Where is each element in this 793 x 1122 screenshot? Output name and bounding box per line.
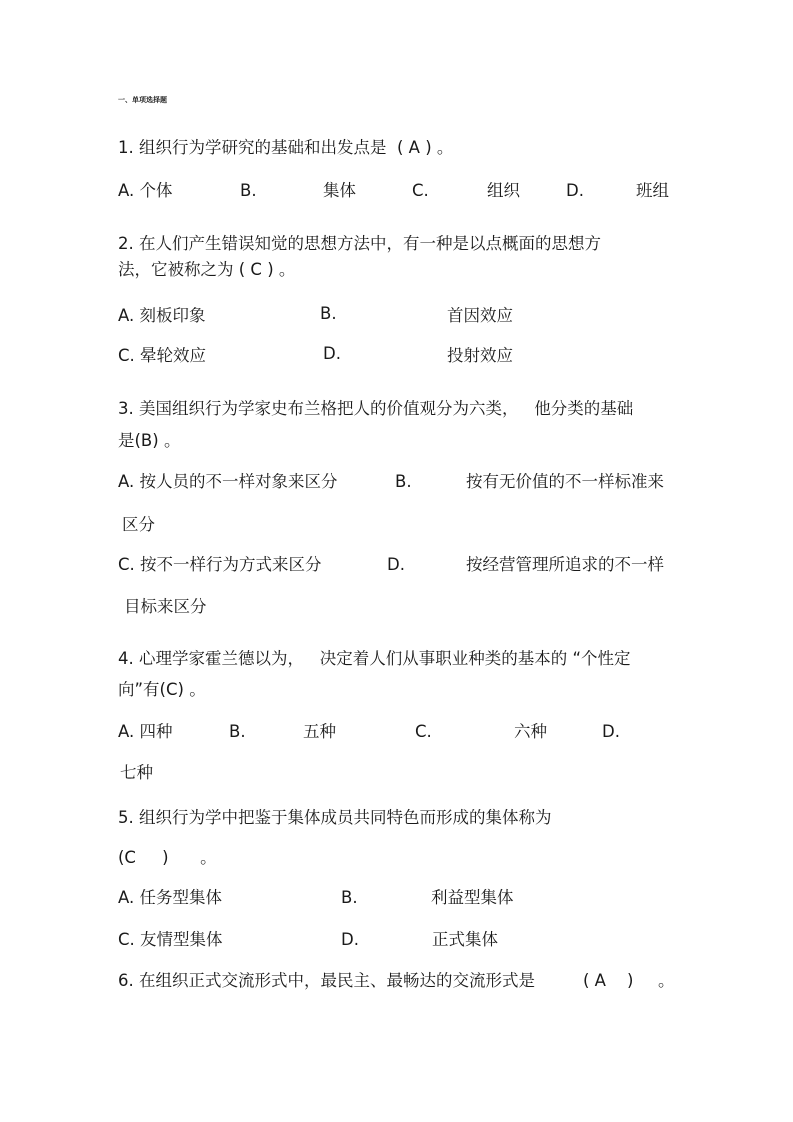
question-3-line-2: 是(B) 。 (118, 431, 181, 450)
q1-option-d-text: 班组 (636, 181, 669, 200)
section-heading: 一、单项选择题 (118, 96, 167, 104)
q4-option-d-label: D. (602, 722, 620, 741)
q1-option-b-text: 集体 (323, 181, 356, 200)
q4-option-c-label: C. (415, 722, 432, 741)
q2-option-b-text: 首因效应 (447, 306, 513, 325)
question-3-line-1: 3. 美国组织行为学家史布兰格把人的价值观分为六类， 他分类的基础 (118, 399, 634, 418)
question-2-line-1: 2. 在人们产生错误知觉的思想方法中，有一种是以点概面的思想方 (118, 234, 601, 253)
q3-option-b-text: 按有无价值的不一样标准来 (466, 472, 664, 491)
q1-option-d-label: D. (566, 181, 584, 200)
q3-option-b-text-cont: 区分 (122, 515, 155, 534)
q2-option-b-label: B. (320, 304, 337, 323)
q1-option-b-label: B. (240, 181, 257, 200)
question-2-line-2: 法，它被称之为 ( C ) 。 (118, 260, 296, 279)
q3-option-c: C. 按不一样行为方式来区分 (118, 555, 322, 574)
q4-option-d-text: 七种 (120, 763, 153, 782)
q3-option-d-text-cont: 目标来区分 (124, 597, 207, 616)
q4-option-c-text: 六种 (514, 722, 547, 741)
question-4-line-2: 向”有(C) 。 (118, 680, 206, 699)
q5-option-a: A. 任务型集体 (118, 888, 222, 907)
q3-option-b-label: B. (395, 472, 412, 491)
question-6-answer: ( A ) (583, 971, 634, 990)
q5-option-d-label: D. (341, 930, 359, 949)
q4-option-a: A. 四种 (118, 722, 173, 741)
q2-option-c: C. 晕轮效应 (118, 346, 207, 365)
q4-option-b-text: 五种 (303, 722, 336, 741)
question-4-line-1: 4. 心理学家霍兰德以为， 决定着人们从事职业种类的基本的 “个性定 (118, 649, 631, 668)
q2-option-d-text: 投射效应 (447, 346, 513, 365)
q3-option-d-label: D. (387, 555, 405, 574)
q5-option-c: C. 友情型集体 (118, 930, 223, 949)
q1-option-a: A. 个体 (118, 181, 173, 200)
q3-option-a: A. 按人员的不一样对象来区分 (118, 472, 338, 491)
q1-option-c-label: C. (412, 181, 429, 200)
question-6-period: 。 (658, 971, 675, 990)
question-6: 6. 在组织正式交流形式中，最民主、最畅达的交流形式是 (118, 971, 535, 990)
q2-option-d-label: D. (323, 344, 341, 363)
q2-option-a: A. 刻板印象 (118, 306, 206, 325)
q5-option-b-label: B. (341, 888, 358, 907)
question-5-line-2: (C ) 。 (118, 848, 217, 867)
q4-option-b-label: B. (229, 722, 246, 741)
q5-option-d-text: 正式集体 (432, 930, 498, 949)
q1-option-c-text: 组织 (487, 181, 520, 200)
q5-option-b-text: 利益型集体 (431, 888, 514, 907)
question-5-line-1: 5. 组织行为学中把鉴于集体成员共同特色而形成的集体称为 (118, 808, 552, 827)
q3-option-d-text: 按经营管理所追求的不一样 (466, 555, 664, 574)
question-1: 1. 组织行为学研究的基础和出发点是 ( A ) 。 (118, 138, 454, 157)
